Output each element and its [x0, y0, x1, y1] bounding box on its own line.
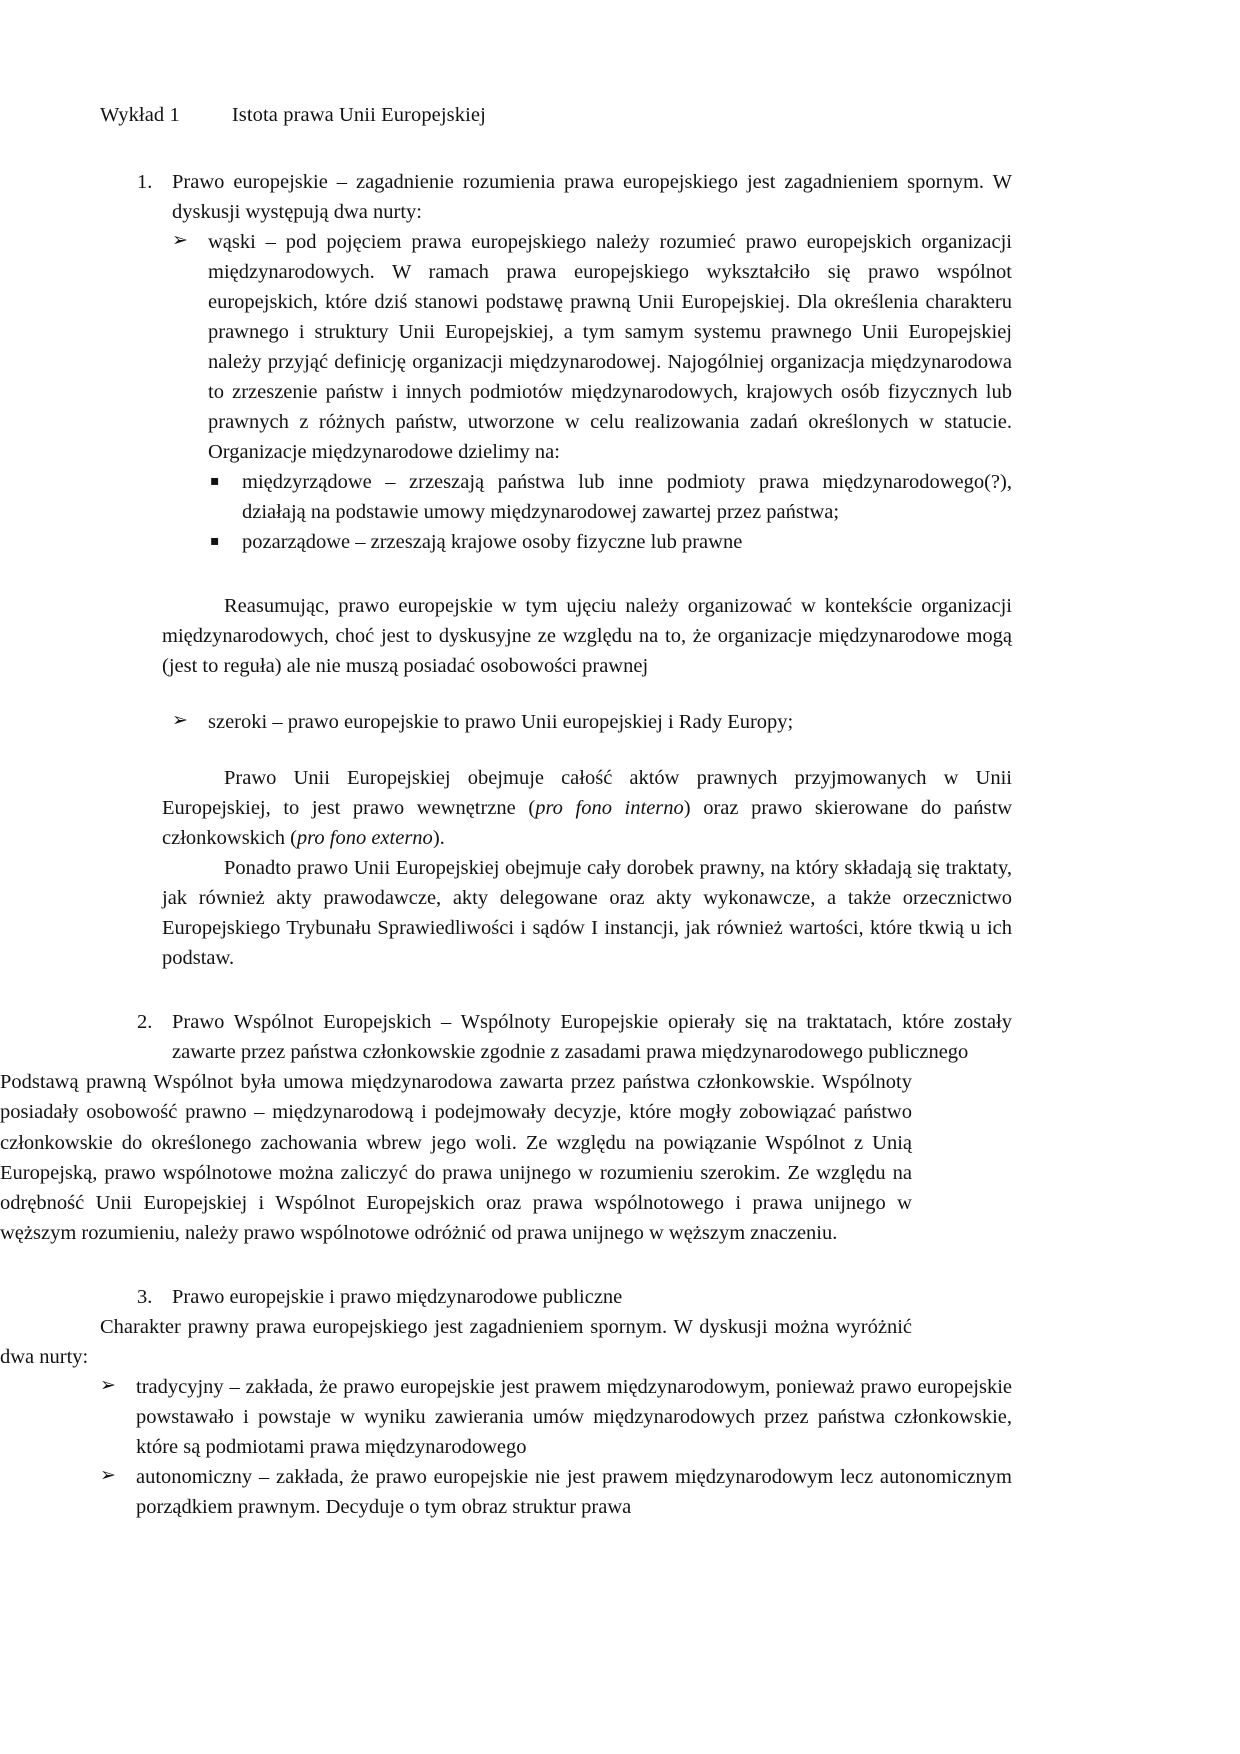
list-item-2-text: Prawo Wspólnot Europejskich – Wspólnoty Europejskie opierały się na traktatach, które zostały zawarte przez państwa członkowskie zgodnie z zasadami prawa międzynarodowego publicznego: [172, 1011, 1012, 1064]
paragraph-charakter-prawny: Charakter prawny prawa europejskiego jest zagadnieniem spornym. W dyskusji można wyróżnić dwa nurty:: [0, 1315, 912, 1368]
paragraph-prawo-unii: [162, 763, 1012, 853]
square-bullet-icon: ▪: [210, 533, 220, 549]
arrow-bullet-autonomiczny-text: autonomiczny – zakłada, że prawo europejskie nie jest prawem międzynarodowym lecz autonomicznym porządkiem prawnym. Decyduje o tym obraz struktur prawa: [136, 1465, 1012, 1518]
arrow-bullet-icon: ➢: [172, 709, 188, 732]
para-mid: ) oraz prawo skierowane do państw członkowskich (: [162, 797, 1013, 850]
numbered-list: [0, 167, 1013, 1522]
text-column: [0, 103, 1013, 1522]
square-bullet-miedzyrzadowe: [208, 467, 1012, 527]
list-item-2: [100, 1007, 1012, 1067]
spacer: [100, 973, 1012, 1007]
lecture-label: Wykład 1: [100, 104, 180, 126]
list-item-3: [100, 1282, 1012, 1312]
paragraph-podstawa-prawna: Podstawą prawną Wspólnot była umowa międzynarodowa zawarta przez państwa członkowskie. Wspólnoty posiadały osobowość prawno – międzynarodową i podejmowały decyzje, które mogły zobowiązać państwo członkowskie do określonego zachowania wbrew jego woli. Ze względu na powiązanie Wspólnot z Unią Europejską, prawo wspólnotowe można zaliczyć do prawa unijnego w rozumieniu szerokim. Ze względu na odrębność Unii Europejskiej i Wspólnot Europejskich oraz prawa wspólnotowego i prawa unijnego w węższym rozumieniu, należy prawo wspólnotowe odróżnić od prawa unijnego w węższym znaczeniu.: [0, 1071, 912, 1244]
arrow-bullet-autonomiczny: [100, 1462, 1012, 1522]
arrow-bullet-list-1: [172, 227, 1012, 557]
arrow-bullet-szeroki-text: szeroki – prawo europejskie to prawo Unii europejskiej i Rady Europy;: [208, 711, 794, 734]
latin-term-pro-fono-interno: pro fono interno: [535, 797, 684, 820]
arrow-bullet-list-3: [100, 1372, 1012, 1522]
list-item-1-number: 1.: [137, 170, 153, 193]
arrow-bullet-waski: [172, 227, 1012, 557]
square-bullet-pozarzadowe-text: pozarządowe – zrzeszają krajowe osoby fizyczne lub prawne: [242, 531, 743, 553]
arrow-bullet-tradycyjny: [100, 1372, 1012, 1462]
paragraph-ponadto: Ponadto prawo Unii Europejskiej obejmuje cały dorobek prawny, na który składają się traktaty, jak również akty prawodawcze, akty delegowane oraz akty wykonawcze, a także orzecznictwo Europejskiego Trybunału Sprawiedliwości i sądów I instancji, jak również wartości, które tkwią u ich podstaw.: [162, 857, 1012, 970]
square-bullet-pozarzadowe: [208, 527, 1012, 557]
spacer: [172, 557, 1012, 591]
arrow-bullet-waski-text: wąski – pod pojęciem prawa europejskiego należy rozumieć prawo europejskich organizacji międzynarodowych. W ramach prawa europejskiego wykształciło się prawo wspólnot europejskich, które dziś stanowi podstawę prawną Unii Europejskiej. Dla określenia charakteru prawnego i struktury Unii Europejskiej, a tym samym systemu prawnego Unii Europejskiej należy przyjąć definicję organizacji międzynarodowej. Najogólniej organizacja międzynarodowa to zrzeszenie państw i innych podmiotów międzynarodowych, krajowych osób fizycznych lub prawnych z różnych państw, utworzone w celu realizowania zadań określonych w statucie. Organizacje międzynarodowe dzielimy na:: [208, 230, 1012, 463]
page-title: [100, 103, 1012, 129]
spacer: [100, 1248, 1012, 1282]
square-bullet-miedzyrzadowe-text: międzyrządowe – zrzeszają państwa lub inne podmioty prawa międzynarodowego(?), działają na podstawie umowy międzynarodowej zawartej przez państwa;: [242, 470, 1012, 523]
lecture-title: Istota prawa Unii Europejskiej: [231, 104, 486, 126]
list-item-1: [100, 167, 1012, 974]
arrow-bullet-icon: ➢: [100, 1373, 116, 1396]
summary-paragraph-reasumujac: Reasumując, prawo europejskie w tym ujęciu należy organizować w kontekście organizacji międzynarodowych, choć jest to dyskusyjne ze względu na to, że organizacje międzynarodowe mogą (jest to reguła) ale nie muszą posiadać osobowości prawnej: [162, 595, 1012, 678]
para-pre: Prawo Unii Europejskiej obejmuje całość aktów prawnych przyjmowanych w Unii Europejskiej, to jest prawo wewnętrzne (: [162, 767, 1012, 820]
square-bullet-icon: ▪: [210, 472, 220, 489]
square-bullet-list: [208, 467, 1012, 557]
arrow-bullet-list-2: [172, 707, 1012, 737]
list-item-2-number: 2.: [137, 1011, 153, 1034]
list-item-3-text: Prawo europejskie i prawo międzynarodowe publiczne: [172, 1285, 623, 1308]
arrow-bullet-szeroki: [172, 707, 1012, 737]
arrow-bullet-icon: ➢: [172, 228, 188, 251]
spacer: [172, 737, 1012, 763]
latin-term-pro-fono-externo: pro fono externo: [296, 827, 433, 850]
list-item-1-text: Prawo europejskie – zagadnienie rozumienia prawa europejskiego jest zagadnieniem spornym. W dyskusji występują dwa nurty:: [172, 170, 1012, 223]
spacer: [172, 681, 1012, 707]
para-post: ).: [432, 827, 445, 850]
arrow-bullet-tradycyjny-text: tradycyjny – zakłada, że prawo europejskie jest prawem międzynarodowym, ponieważ prawo europejskie powstawało i powstaje w wyniku zawierania umów międzynarodowych przez państwa członkowskie, które są podmiotami prawa międzynarodowego: [136, 1375, 1012, 1458]
arrow-bullet-icon: ➢: [100, 1463, 116, 1486]
list-item-3-number: 3.: [137, 1285, 153, 1308]
